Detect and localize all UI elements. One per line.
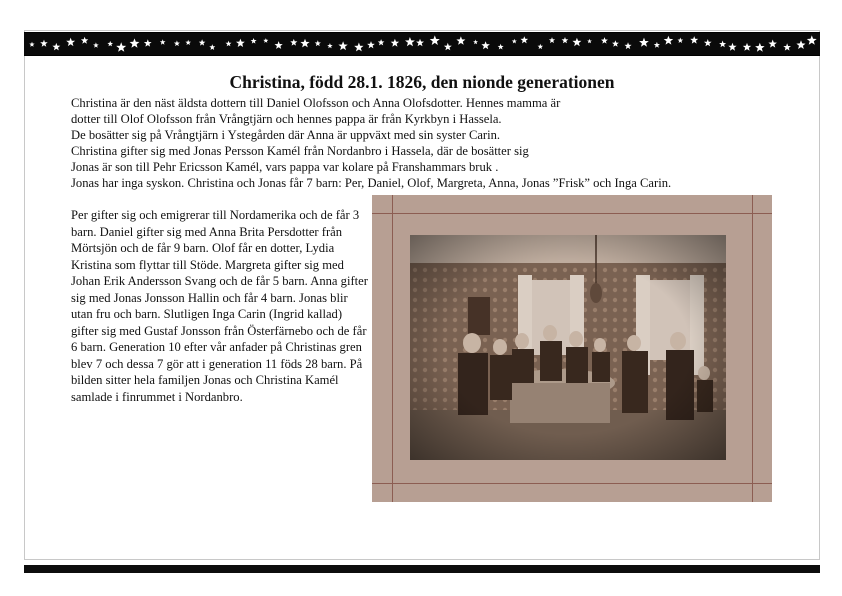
star-icon [456, 36, 465, 45]
star-icon [130, 38, 140, 47]
page-title: Christina, född 28.1. 1826, den nionde generationen [229, 72, 615, 92]
star-icon [199, 39, 206, 45]
intro-line: Jonas är son till Pehr Ericsson Kamél, vars pappa var kolare på Franshammars bruk . [71, 160, 499, 174]
star-icon [93, 42, 99, 47]
star-icon [367, 41, 375, 48]
star-icon [572, 38, 581, 47]
star-icon [290, 39, 297, 46]
family-photograph [410, 235, 726, 460]
star-icon [107, 41, 113, 46]
star-icon [209, 44, 215, 50]
star-icon [521, 36, 529, 43]
star-icon [327, 43, 333, 48]
mount-line [752, 195, 753, 502]
star-icon [263, 38, 268, 43]
star-icon [236, 39, 245, 47]
star-icon [315, 40, 321, 46]
star-icon [796, 40, 805, 49]
star-icon [405, 37, 415, 46]
star-icon [587, 39, 592, 44]
star-icon [654, 42, 660, 48]
intro-line: Christina gifter sig med Jonas Persson Kamél från Nordanbro i Hassela, där de bosätter sig [71, 144, 529, 158]
star-icon [768, 40, 777, 48]
intro-line: dotter till Olof Olofsson från Vrångtjärn och hennes pappa är från Kyrkbyn i Hassela. [71, 112, 502, 126]
star-icon [29, 42, 34, 47]
star-icon [512, 39, 517, 44]
star-icon [664, 36, 674, 45]
mount-line [392, 195, 393, 502]
star-icon [538, 44, 544, 49]
star-icon [444, 43, 452, 51]
star-icon [743, 43, 751, 51]
mount-line [372, 213, 772, 214]
star-icon [601, 37, 608, 44]
star-icon [391, 39, 399, 47]
star-icon [338, 41, 347, 50]
star-icon [690, 36, 698, 44]
star-icon [562, 37, 569, 43]
star-icon [40, 40, 48, 47]
star-icon [354, 43, 363, 52]
star-icon [275, 41, 283, 49]
star-icon [226, 41, 232, 47]
intro-paragraph [71, 95, 771, 191]
intro-line: Christina är den näst äldsta dottern till Daniel Olofsson och Anna Olofsdotter. Hennes mamma är [71, 96, 561, 110]
star-icon [719, 41, 726, 48]
star-icon [160, 39, 166, 44]
star-icon [116, 42, 126, 51]
star-icon [783, 43, 791, 50]
star-icon [66, 38, 75, 47]
star-icon [755, 43, 765, 52]
star-icon [81, 37, 88, 44]
family-photo-mount [372, 195, 772, 502]
mount-line [372, 483, 772, 484]
star-border-decoration [24, 32, 820, 56]
star-icon [52, 43, 60, 51]
star-icon [174, 40, 180, 46]
star-icon [185, 40, 191, 45]
star-icon [378, 39, 385, 45]
family-story-text: Per gifter sig och emigrerar till Nordamerika och de får 3 barn. Daniel gifter sig med Anna Brita Persdotter från Mörtsjön och de får 9 barn. Olof får en dotter, Lydia Kristina som flyttar till Stöde. Margreta gifter sig med Johan Erik Andersson Svang och de får 5 barn. Anna gifter sig med Jonas Jonsson Hallin och får 4 barn. Jonas blir utan fru och barn. Slutligen Inga Carin (Ingrid kallad) gifter sig med Gustaf Jonsson från Österfärnebo och de får 6 barn. Generation 10 efter vår anfader på Christinas gren blev 7 och dessa 7 gör att i generation 11 föds 28 barn. På bilden sitter hela familjen Jonas och Christina Kamél samlade i finrummet i Nordanbro. [71, 208, 368, 404]
star-icon [728, 43, 736, 51]
star-icon [300, 39, 309, 48]
star-icon [549, 37, 555, 43]
star-icon [498, 44, 504, 50]
intro-line: Jonas har inga syskon. Christina och Jonas får 7 barn: Per, Daniel, Olof, Margreta, Anna, Jonas ”Frisk” och Inga Carin. [71, 176, 672, 190]
bottom-rule [24, 565, 820, 573]
star-icon [612, 40, 619, 47]
star-icon [473, 40, 478, 45]
star-icon [625, 42, 632, 49]
intro-line: De bosätter sig på Vrångtjärn i Ystegården där Anna är uppväxt med sin syster Carin. [71, 128, 501, 142]
star-icon [639, 38, 649, 47]
star-icon [481, 41, 490, 49]
star-icon [251, 38, 257, 44]
star-icon [430, 35, 440, 45]
star-icon [416, 39, 424, 47]
star-icon [807, 35, 817, 44]
star-icon [678, 38, 684, 44]
star-icon [144, 39, 152, 46]
star-icon [704, 39, 712, 46]
